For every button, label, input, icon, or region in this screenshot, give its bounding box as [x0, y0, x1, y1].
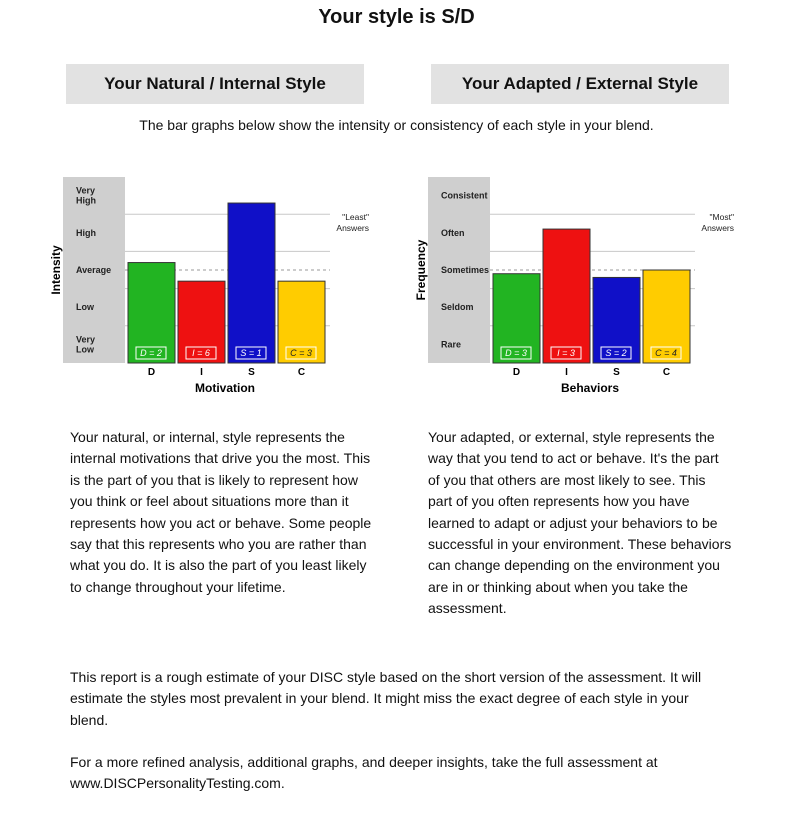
legend-note: "Most" Answers	[701, 212, 734, 233]
disclaimer-line: This report is a rough estimate of your DISC style based on the short version of the assessment. It will	[70, 669, 702, 685]
full-assessment-note	[70, 752, 730, 795]
y-level-label: Low	[76, 302, 94, 313]
page-title: Your style is S/D	[318, 6, 475, 28]
adapted-description-line: part of you often represents how you have	[428, 493, 690, 510]
natural-description-line: say that this represents who you are rather than	[70, 536, 367, 553]
y-level-label: Sometimes	[441, 265, 490, 275]
y-level-label: Seldom	[441, 302, 474, 313]
category-label: C	[662, 367, 671, 378]
natural-style-description	[70, 427, 405, 598]
natural-style-header: Your Natural / Internal Style	[66, 64, 364, 104]
category-label: I	[200, 367, 203, 378]
adapted-description-line: learned to adapt or adjust your behaviors to be	[428, 514, 718, 531]
report-disclaimer	[70, 667, 730, 731]
natural-description-line: what you do. It is also the part of you least likely	[70, 557, 367, 574]
adapted-style-description	[428, 427, 763, 620]
adapted-description-line: of you that others are most likely to see. This	[428, 471, 706, 488]
adapted-description-line: successful in your environment. These behaviors	[428, 536, 732, 553]
y-level-label: Very Low	[76, 334, 96, 355]
assessment-note-line: For a more refined analysis, additional graphs, and deeper insights, take the full assessment at	[70, 754, 658, 770]
disclaimer-line: estimate the styles most prevalent in your blend. It might miss the exact degree of each style in your	[70, 690, 689, 707]
x-axis-title: Motivation	[195, 381, 255, 395]
assessment-note-line: www.DISCPersonalityTesting.com.	[70, 775, 285, 792]
adapted-style-chart	[405, 170, 745, 400]
bar-value-label: D = 3	[505, 348, 527, 358]
natural-description-line: represents how you act or behave. Some people	[70, 514, 372, 531]
y-level-label: Consistent	[441, 190, 488, 201]
category-label: D	[147, 367, 156, 378]
bar-value-label: C = 4	[655, 348, 677, 358]
natural-description-line: you think or feel about situations more than it	[70, 493, 349, 510]
intro-text: The bar graphs below show the intensity or consistency of each style in your blend.	[139, 117, 654, 133]
adapted-style-header: Your Adapted / External Style	[431, 64, 729, 104]
natural-description-line: internal motivations that drive you the most. This	[70, 450, 371, 467]
natural-description-line: Your natural, or internal, style represents the	[70, 429, 345, 445]
adapted-description-line: Your adapted, or external, style represents the	[428, 429, 715, 445]
y-level-label: Often	[441, 227, 465, 238]
adapted-description-line: can change depending on the environment you	[428, 557, 720, 574]
bar-i	[543, 229, 590, 363]
y-level-label: Average	[76, 265, 112, 275]
bar-value-label: I = 3	[557, 348, 575, 358]
y-axis-title: Frequency	[414, 239, 428, 301]
bar-value-label: I = 6	[192, 348, 210, 358]
natural-description-line: to change throughout your lifetime.	[70, 578, 286, 595]
adapted-description-line: way that you tend to act or behave. It's the part	[428, 450, 719, 467]
bar-value-label: S = 1	[240, 348, 262, 358]
adapted-description-line: are in or thinking about when you take the	[428, 578, 688, 595]
bar-value-label: S = 2	[605, 348, 627, 358]
bar-value-label: C = 3	[290, 348, 312, 358]
x-axis-title: Behaviors	[560, 381, 620, 395]
natural-description-line: is the part of you that is likely to represent how	[70, 471, 358, 488]
bar-value-label: D = 2	[140, 348, 162, 358]
category-label: I	[565, 367, 568, 378]
y-level-label: High	[76, 227, 96, 238]
category-label: D	[512, 367, 521, 378]
category-label: S	[248, 367, 255, 378]
y-axis-title: Intensity	[49, 245, 63, 295]
category-label: C	[297, 367, 306, 378]
legend-note: "Least" Answers	[336, 212, 369, 233]
natural-style-chart	[40, 170, 380, 400]
bar-s	[228, 203, 275, 363]
y-level-label: Rare	[441, 339, 462, 350]
category-label: S	[613, 367, 620, 378]
disclaimer-line: blend.	[70, 711, 109, 728]
adapted-description-line: assessment.	[428, 600, 507, 617]
y-level-label: Very High	[76, 185, 96, 206]
